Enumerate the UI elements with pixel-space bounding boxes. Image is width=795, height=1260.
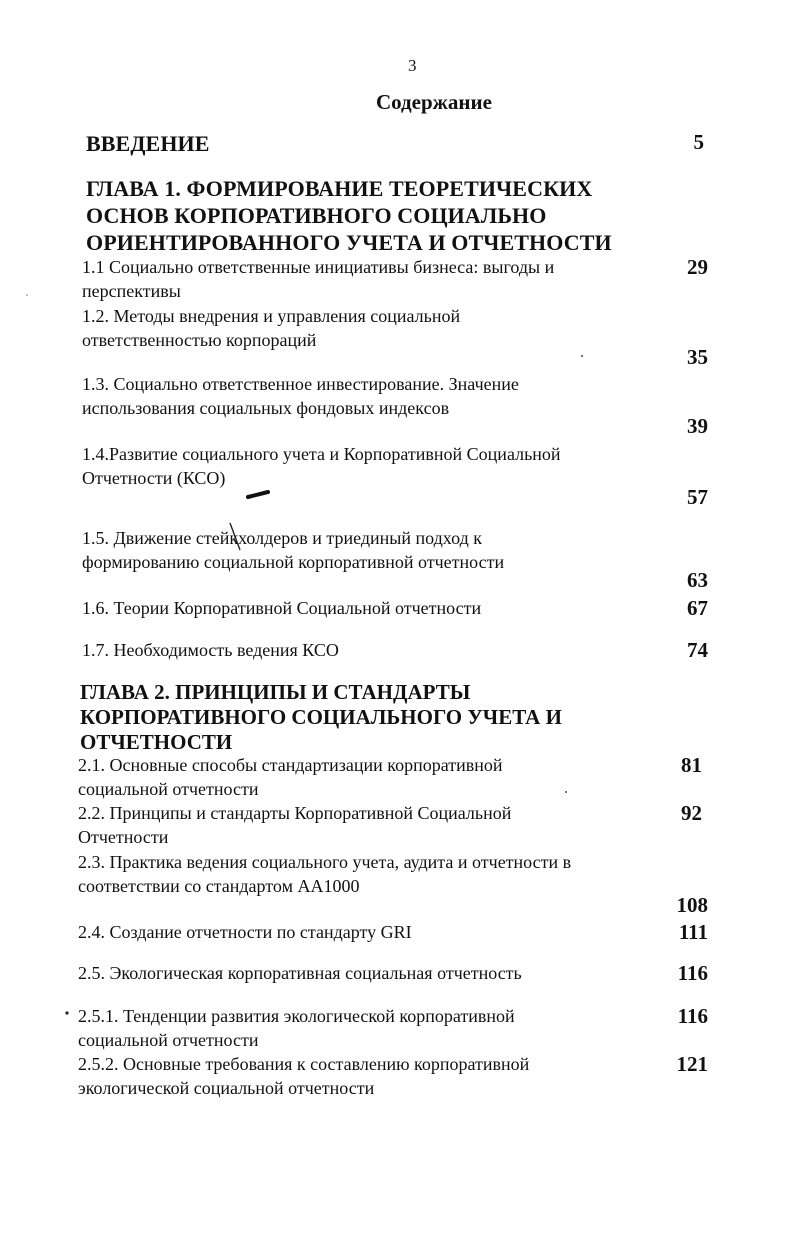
dust-speck xyxy=(581,355,583,357)
dust-speck xyxy=(65,1011,68,1014)
toc-entry-2-4-line: 2.4. Создание отчетности по стандарту GRI xyxy=(78,922,412,942)
toc-entry-2-2-line: Отчетности xyxy=(78,827,169,847)
toc-entry-1-5-line: 1.5. Движение стейкхолдеров и триединый подход к xyxy=(82,528,483,548)
toc-entry-1-4-line: Отчетности (КСО) xyxy=(82,468,226,488)
toc-entry-2-4-page: 111 xyxy=(678,920,708,944)
toc-entry-1-3-line: использования социальных фондовых индексов xyxy=(82,398,450,418)
toc-entry-1-2-line: ответственностью корпораций xyxy=(82,330,317,350)
toc-entry-1-2-line: 1.2. Методы внедрения и управления социальной xyxy=(82,306,461,326)
pen-stroke-mark xyxy=(230,523,240,550)
toc-entry-2-1-line: социальной отчетности xyxy=(78,779,259,799)
toc-entry-1-1-page: 29 xyxy=(687,255,708,279)
toc-entry-1-1-line: перспективы xyxy=(82,281,181,301)
toc-entry-1-7-line: 1.7. Необходимость ведения КСО xyxy=(82,640,339,660)
dust-speck xyxy=(26,294,28,296)
chapter2-heading-line: ГЛАВА 2. ПРИНЦИПЫ И СТАНДАРТЫ xyxy=(80,680,471,704)
toc-entry-1-4-page: 57 xyxy=(687,485,708,509)
toc-entry-2-1-line: 2.1. Основные способы стандартизации корпоративной xyxy=(78,755,503,775)
toc-entry-2-5-2-line: 2.5.2. Основные требования к составлению корпоративной xyxy=(78,1054,530,1074)
toc-entry-1-2-page: 35 xyxy=(687,345,708,369)
chapter2-heading-line: КОРПОРАТИВНОГО СОЦИАЛЬНОГО УЧЕТА И xyxy=(80,705,562,729)
toc-entry-2-5-2-line: экологической социальной отчетности xyxy=(78,1078,375,1098)
toc-entry-2-5-page: 116 xyxy=(677,961,708,985)
pen-stroke-mark xyxy=(248,492,268,497)
toc-entry-1-7-page: 74 xyxy=(687,638,708,662)
toc-entry-2-5-line: 2.5. Экологическая корпоративная социальная отчетность xyxy=(78,963,522,983)
toc-entry-2-3-line: 2.3. Практика ведения социального учета, аудита и отчетности в xyxy=(78,852,572,872)
page-number: 3 xyxy=(408,56,417,75)
toc-entry-1-3-line: 1.3. Социально ответственное инвестирование. Значение xyxy=(82,374,519,394)
toc-entry-1-4-line: 1.4.Развитие социального учета и Корпоративной Социальной xyxy=(82,444,561,464)
intro-label: ВВЕДЕНИЕ xyxy=(86,131,210,156)
toc-entry-1-6-page: 67 xyxy=(687,596,708,620)
toc-entry-1-3-page: 39 xyxy=(687,414,708,438)
toc-entry-2-5-2-page: 121 xyxy=(676,1052,708,1076)
chapter2-heading-line: ОТЧЕТНОСТИ xyxy=(80,730,233,754)
toc-entry-2-3-line: соответствии со стандартом АА1000 xyxy=(78,876,360,896)
contents-title: Содержание xyxy=(376,90,492,114)
toc-entry-2-2-line: 2.2. Принципы и стандарты Корпоративной Социальной xyxy=(78,803,512,823)
toc-entry-2-1-page: 81 xyxy=(681,753,702,777)
toc-entry-2-5-1-line: 2.5.1. Тенденции развития экологической корпоративной xyxy=(78,1006,515,1026)
toc-entry-1-5-page: 63 xyxy=(687,568,708,592)
toc-entry-2-5-1-line: социальной отчетности xyxy=(78,1030,259,1050)
dust-speck xyxy=(565,791,567,793)
toc-entry-1-6-line: 1.6. Теории Корпоративной Социальной отчетности xyxy=(82,598,482,618)
chapter1-heading-line: ОСНОВ КОРПОРАТИВНОГО СОЦИАЛЬНО xyxy=(86,203,547,228)
chapter1-heading-line: ОРИЕНТИРОВАННОГО УЧЕТА И ОТЧЕТНОСТИ xyxy=(86,230,612,255)
toc-entry-2-5-1-page: 116 xyxy=(677,1004,708,1028)
toc-entry-1-1-line: 1.1 Социально ответственные инициативы бизнеса: выгоды и xyxy=(82,257,555,277)
chapter1-heading-line: ГЛАВА 1. ФОРМИРОВАНИЕ ТЕОРЕТИЧЕСКИХ xyxy=(86,176,593,201)
intro-page-number: 5 xyxy=(693,130,704,154)
toc-entry-1-5-line: формированию социальной корпоративной отчетности xyxy=(82,552,505,572)
toc-entry-2-3-page: 108 xyxy=(676,893,708,917)
toc-entry-2-2-page: 92 xyxy=(681,801,702,825)
